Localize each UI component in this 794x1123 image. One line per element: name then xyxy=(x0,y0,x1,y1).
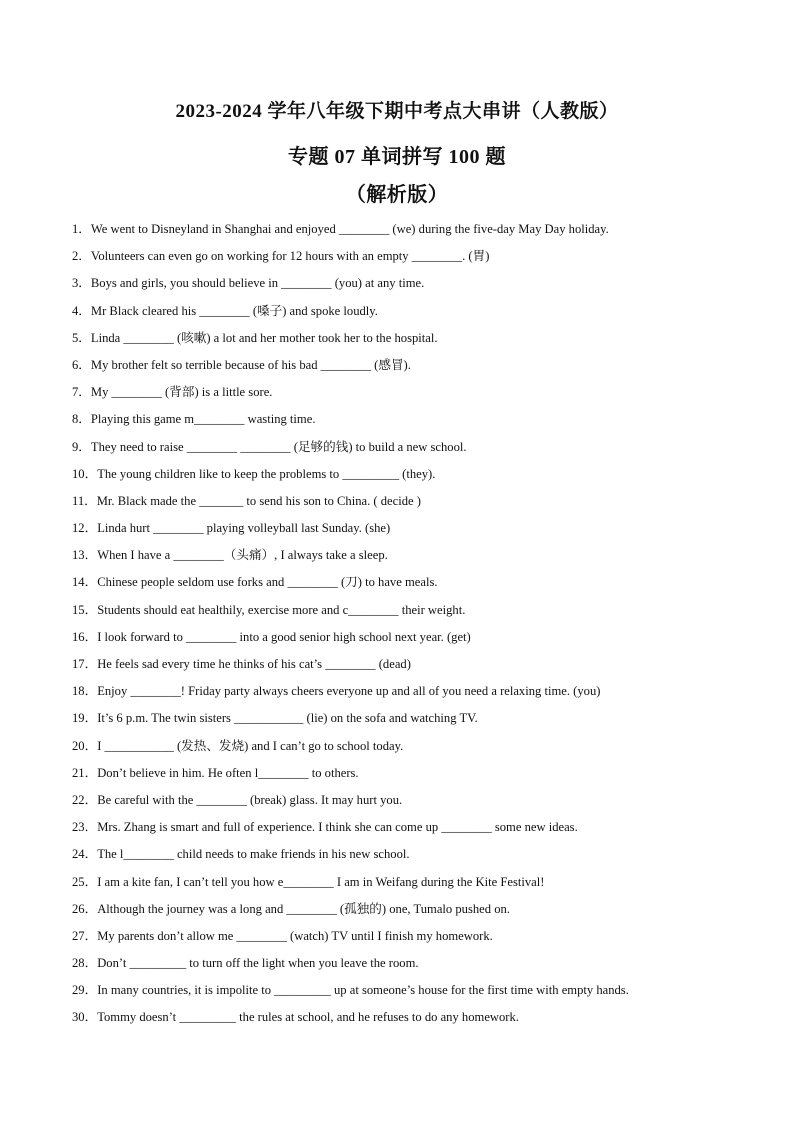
question-item: 15．Students should eat healthily, exercise more and c________ their weight. xyxy=(72,602,466,617)
document-edition-label: （解析版） xyxy=(345,184,449,206)
question-item: 1．We went to Disneyland in Shanghai and enjoyed ________ (we) during the five-day May Day holiday. xyxy=(72,222,609,236)
question-item: 11．Mr. Black made the _______ to send his son to China. ( decide ) xyxy=(72,493,421,508)
question-item: 3．Boys and girls, you should believe in ________ (you) at any time. xyxy=(72,276,425,291)
question-item: 20．I ___________ (发热、发烧) and I can’t go to school today. xyxy=(72,738,404,753)
question-item: 24．The l________ child needs to make friends in his new school. xyxy=(72,847,410,862)
question-item: 7．My ________ (背部) is a little sore. xyxy=(72,385,273,400)
question-item: 2．Volunteers can even go on working for 12 hours with an empty ________. (胃) xyxy=(72,249,490,264)
question-item: 4．Mr Black cleared his ________ (嗓子) and spoke loudly. xyxy=(72,303,378,318)
question-item: 9．They need to raise ________ ________ (足够的钱) to build a new school. xyxy=(72,439,467,454)
question-item: 13．When I have a ________（头痛）, I always take a sleep. xyxy=(72,548,388,563)
question-item: 30．Tommy doesn’t _________ the rules at school, and he refuses to do any homework. xyxy=(72,1010,519,1025)
question-item: 25．I am a kite fan, I can’t tell you how e________ I am in Weifang during the Kite Festival! xyxy=(72,874,545,889)
question-list xyxy=(72,216,732,1032)
question-item: 26．Although the journey was a long and ________ (孤独的) one, Tumalo pushed on. xyxy=(72,901,510,916)
question-item: 19．It’s 6 p.m. The twin sisters ___________ (lie) on the sofa and watching TV. xyxy=(72,711,478,726)
question-item: 16．I look forward to ________ into a good senior high school next year. (get) xyxy=(72,629,471,644)
question-item: 6．My brother felt so terrible because of his bad ________ (感冒). xyxy=(72,357,411,372)
question-item: 21．Don’t believe in him. He often l________ to others. xyxy=(72,765,359,780)
question-item: 23．Mrs. Zhang is smart and full of experience. I think she can come up ________ some new ideas. xyxy=(72,820,578,835)
question-item: 22．Be careful with the ________ (break) glass. It may hurt you. xyxy=(72,792,403,807)
question-item: 28．Don’t _________ to turn off the light when you leave the room. xyxy=(72,956,419,971)
document-subtitle: 专题 07 单词拼写 100 题 xyxy=(288,146,506,168)
question-item: 10．The young children like to keep the problems to _________ (they). xyxy=(72,466,436,481)
question-item: 29．In many countries, it is impolite to _________ up at someone’s house for the first time with empty hands. xyxy=(72,983,629,998)
question-item: 17．He feels sad every time he thinks of his cat’s ________ (dead) xyxy=(72,657,411,671)
document-title: 2023-2024 学年八年级下期中考点大串讲（人教版） xyxy=(175,101,619,122)
question-item: 12．Linda hurt ________ playing volleyball last Sunday. (she) xyxy=(72,521,391,536)
question-item: 14．Chinese people seldom use forks and ________ (刀) to have meals. xyxy=(72,575,438,590)
question-item: 18．Enjoy ________! Friday party always cheers everyone up and all of you need a relaxing time. (you) xyxy=(72,684,601,699)
question-item: 5．Linda ________ (咳嗽) a lot and her mother took her to the hospital. xyxy=(72,330,438,345)
question-item: 8．Playing this game m________ wasting time. xyxy=(72,412,316,427)
question-item: 27．My parents don’t allow me ________ (watch) TV until I finish my homework. xyxy=(72,928,493,943)
